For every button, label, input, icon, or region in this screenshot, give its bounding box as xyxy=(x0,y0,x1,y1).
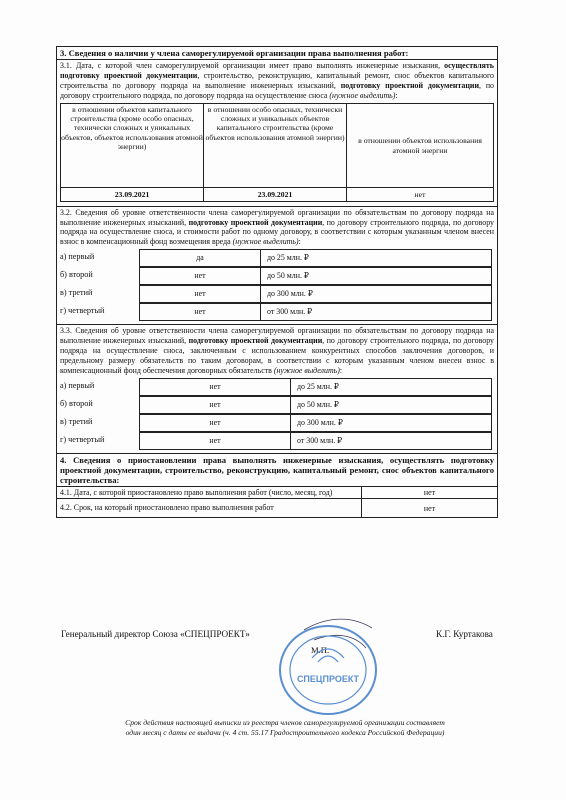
seal-place-label: М.П. xyxy=(311,645,330,655)
level-row: в) третий нет до 300 млн. ₽ xyxy=(57,285,497,303)
level-row: а) первый да до 25 млн. ₽ xyxy=(57,249,497,267)
column-capital-objects: в отношении объектов капитального строительства (кроме особо опасных, технически сложных и уникальных объектов, объектов использования атомной энергии) xyxy=(60,104,204,187)
signature-scribble xyxy=(304,619,372,648)
date-hazardous-objects: 23.09.2021 xyxy=(204,188,347,202)
section-3-header: 3. Сведения о наличии у члена саморегулируемой организации права выполнения работ: xyxy=(57,47,497,60)
section-3-2-levels xyxy=(57,249,497,321)
section-3-1-text: 3.1. Дата, с которой член саморегулируемой организации имеет право выполнять инженерные изыскания, осуществлять подготовку проектной документации, строительство, реконструкцию, капитальный ремонт, снос объектов капитального строительства по договору подряда на выполнение инженерных изысканий, подготовку проектной документации, по договору строительного подряда, по договору подряда на осуществление сноса (нужное выделить): xyxy=(60,61,494,100)
level-row: г) четвертый нет от 300 млн. ₽ xyxy=(57,432,497,450)
section-4-header: 4. Сведения о приостановлении права выполнять инженерные изыскания, осуществлять подготовку проектной документации, строительство, реконструкцию, капитальный ремонт, снос объектов капитального строительства: xyxy=(57,454,497,487)
signatory-position: Генеральный директор Союза «СПЕЦПРОЕКТ» xyxy=(61,629,250,639)
stamp-inner-ring-icon xyxy=(290,636,366,704)
suspension-term-row xyxy=(57,498,497,517)
section-3-1-values xyxy=(60,187,494,202)
level-row: г) четвертый нет от 300 млн. ₽ xyxy=(57,303,497,321)
suspension-date-answer: нет xyxy=(423,488,436,498)
level-row: б) второй нет до 50 млн. ₽ xyxy=(57,267,497,285)
section-3-3-text: 3.3. Сведения об уровне ответственности члена саморегулируемой организации по обязательствам по договору подряда на выполнение инженерных изысканий, подготовку проектной документации, по договору строительного подряда, по договору подряда на осуществление сноса, заключенным с использованием конкурентных способов заключения договоров, и предельному размеру обязательств по таким договорам, в соответствии с которым указанным членом внесен взнос в компенсационный фонд обеспечения договорных обязательств (нужное выделить): xyxy=(60,326,494,375)
level-row: б) второй нет до 50 млн. ₽ xyxy=(57,396,497,414)
column-nuclear-objects: в отношении объектов использования атомной энергии xyxy=(347,104,494,187)
stamp-text: СПЕЦПРОЕКТ xyxy=(296,674,360,684)
suspension-term-question: 4.2. Срок, на который приостановлено право выполнения работ xyxy=(57,499,362,517)
validity-note: Срок действия настоящей выписки из реестра членов саморегулируемой организации составляет один месяц с даты ее выдачи (ч. 4 ст. 55.17 Градостроительного кодекса Российской Федерации) xyxy=(125,718,445,737)
date-capital-objects: 23.09.2021 xyxy=(60,188,204,202)
section-3-3-levels xyxy=(57,378,497,450)
signatory-name: К.Г. Куртакова xyxy=(436,629,493,639)
section-3-2-text: 3.2. Сведения об уровне ответственности члена саморегулируемой организации по обязательствам по договору подряда на выполнение инженерных изысканий, подготовку проектной документации, по договору строительного подряда, по договору подряда на осуществление сноса, и стоимости работ по одному договору, в соответствии с которым указанным членом внесен взнос в компенсационный фонд возмещения вреда (нужное выделить): xyxy=(60,207,494,247)
suspension-date-question: 4.1. Дата, с которой приостановлено право выполнения работ (число, месяц, год) xyxy=(57,487,362,499)
level-row: а) первый нет до 25 млн. ₽ xyxy=(57,378,497,396)
stamp-outer-ring-icon xyxy=(280,626,376,714)
section-3-1-columns xyxy=(60,103,494,187)
date-nuclear-objects: нет xyxy=(347,188,494,202)
column-hazardous-objects: в отношении особо опасных, технически сложных и уникальных объектов капитального строительства (кроме объектов использования атомной энергии) xyxy=(204,104,347,187)
suspension-date-row xyxy=(57,487,497,499)
registry-extract-table xyxy=(56,46,498,518)
organization-stamp xyxy=(254,610,388,720)
suspension-term-answer: нет xyxy=(423,503,436,513)
level-row: в) третий нет до 300 млн. ₽ xyxy=(57,414,497,432)
